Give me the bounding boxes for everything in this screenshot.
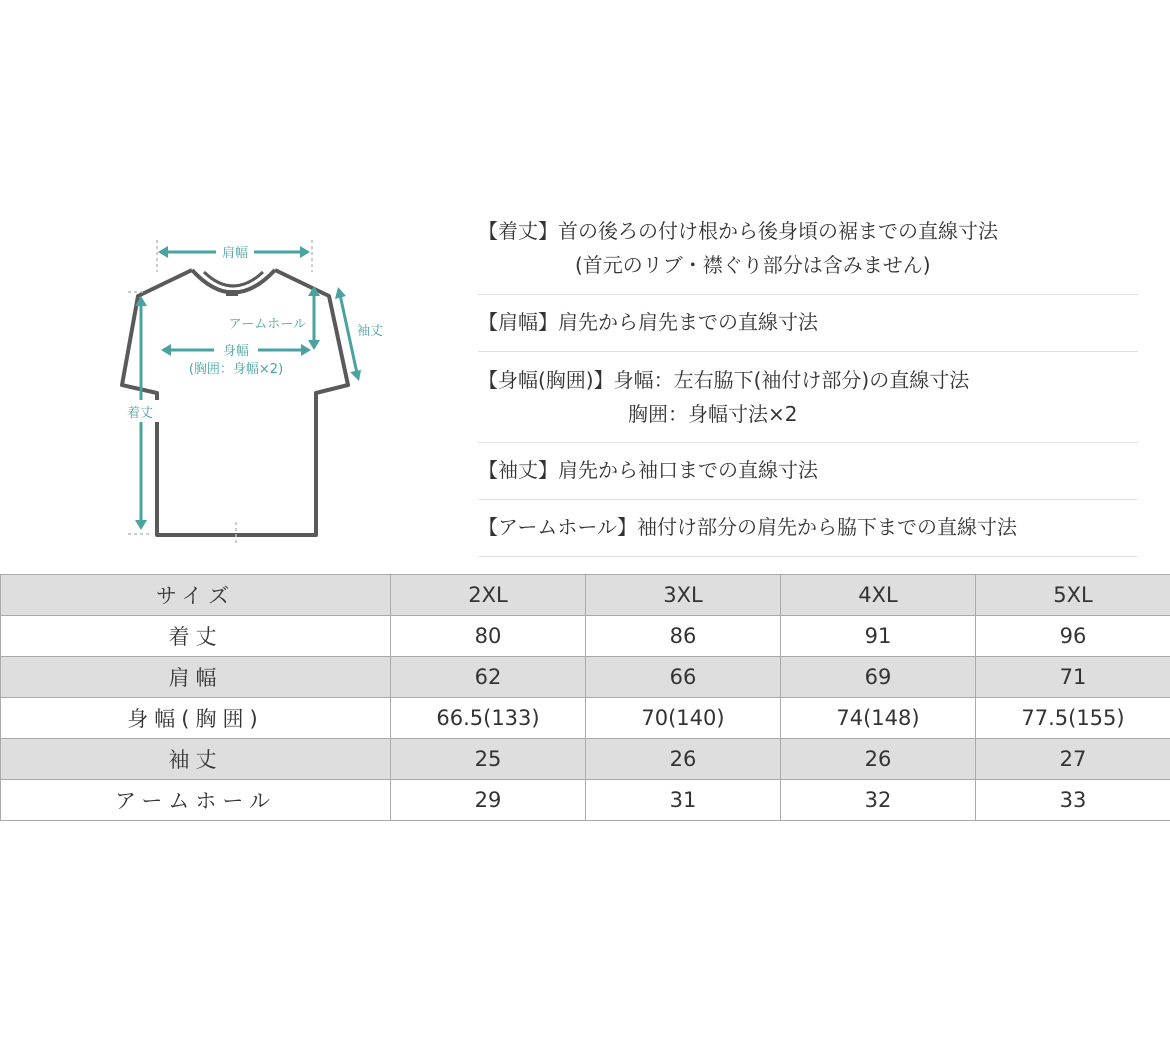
table-cell: 80 <box>391 616 586 657</box>
tshirt-collar-inner <box>204 272 263 286</box>
row-label: 袖丈 <box>1 739 391 780</box>
table-row <box>1 739 1170 780</box>
label-body-width: 身幅 <box>222 344 250 359</box>
table-cell: 62 <box>391 657 586 698</box>
header-3xl: 3XL <box>586 575 781 616</box>
definition-sleeve <box>478 453 1138 487</box>
table-header-row <box>1 575 1170 616</box>
table-cell: 70(140) <box>586 698 781 739</box>
definition-shoulder <box>478 305 1138 339</box>
table-row <box>1 616 1170 657</box>
tshirt-measurement-diagram <box>100 225 400 555</box>
header-4xl: 4XL <box>781 575 976 616</box>
table-cell: 27 <box>976 739 1170 780</box>
row-label: アームホール <box>1 780 391 821</box>
divider <box>478 351 1138 352</box>
definition-length-line2: (首元のリブ・襟ぐり部分は含みません) <box>575 253 931 277</box>
row-label: 身幅(胸囲) <box>1 698 391 739</box>
label-sleeve: 袖丈 <box>357 324 384 339</box>
table-cell: 69 <box>781 657 976 698</box>
divider <box>478 556 1138 557</box>
definition-body-width <box>478 363 1138 431</box>
definition-length-line1: 【着丈】首の後ろの付け根から後身頃の裾までの直線寸法 <box>478 219 998 243</box>
label-armhole: アームホール <box>228 317 306 332</box>
table-cell: 66 <box>586 657 781 698</box>
label-body-width-note: (胸囲：身幅×2) <box>188 362 284 377</box>
definition-armhole-line1: 【アームホール】袖付け部分の肩先から脇下までの直線寸法 <box>478 515 1017 539</box>
definition-body-width-line1: 【身幅(胸囲)】身幅：左右脇下(袖付け部分)の直線寸法 <box>478 368 970 392</box>
header-2xl: 2XL <box>391 575 586 616</box>
table-cell: 77.5(155) <box>976 698 1170 739</box>
table-row <box>1 698 1170 739</box>
header-size: サイズ <box>1 575 391 616</box>
size-table <box>0 574 1170 821</box>
row-label: 着丈 <box>1 616 391 657</box>
table-cell: 74(148) <box>781 698 976 739</box>
divider <box>478 442 1138 443</box>
row-label: 肩幅 <box>1 657 391 698</box>
table-cell: 66.5(133) <box>391 698 586 739</box>
table-cell: 31 <box>586 780 781 821</box>
table-cell: 25 <box>391 739 586 780</box>
definition-body-width-line2: 胸囲：身幅寸法×2 <box>628 402 798 426</box>
table-cell: 33 <box>976 780 1170 821</box>
table-cell: 26 <box>781 739 976 780</box>
table-cell: 71 <box>976 657 1170 698</box>
definition-armhole <box>478 510 1138 544</box>
label-length: 着丈 <box>126 406 154 421</box>
table-cell: 26 <box>586 739 781 780</box>
definition-shoulder-line1: 【肩幅】肩先から肩先までの直線寸法 <box>478 310 818 334</box>
divider <box>478 499 1138 500</box>
table-cell: 96 <box>976 616 1170 657</box>
table-row <box>1 657 1170 698</box>
definition-sleeve-line1: 【袖丈】肩先から袖口までの直線寸法 <box>478 458 818 482</box>
table-cell: 86 <box>586 616 781 657</box>
definition-length <box>478 214 1138 282</box>
header-5xl: 5XL <box>976 575 1170 616</box>
divider <box>478 294 1138 295</box>
tshirt-tag <box>226 290 238 296</box>
table-row <box>1 780 1170 821</box>
table-cell: 91 <box>781 616 976 657</box>
table-cell: 29 <box>391 780 586 821</box>
label-shoulder: 肩幅 <box>221 246 249 261</box>
table-cell: 32 <box>781 780 976 821</box>
